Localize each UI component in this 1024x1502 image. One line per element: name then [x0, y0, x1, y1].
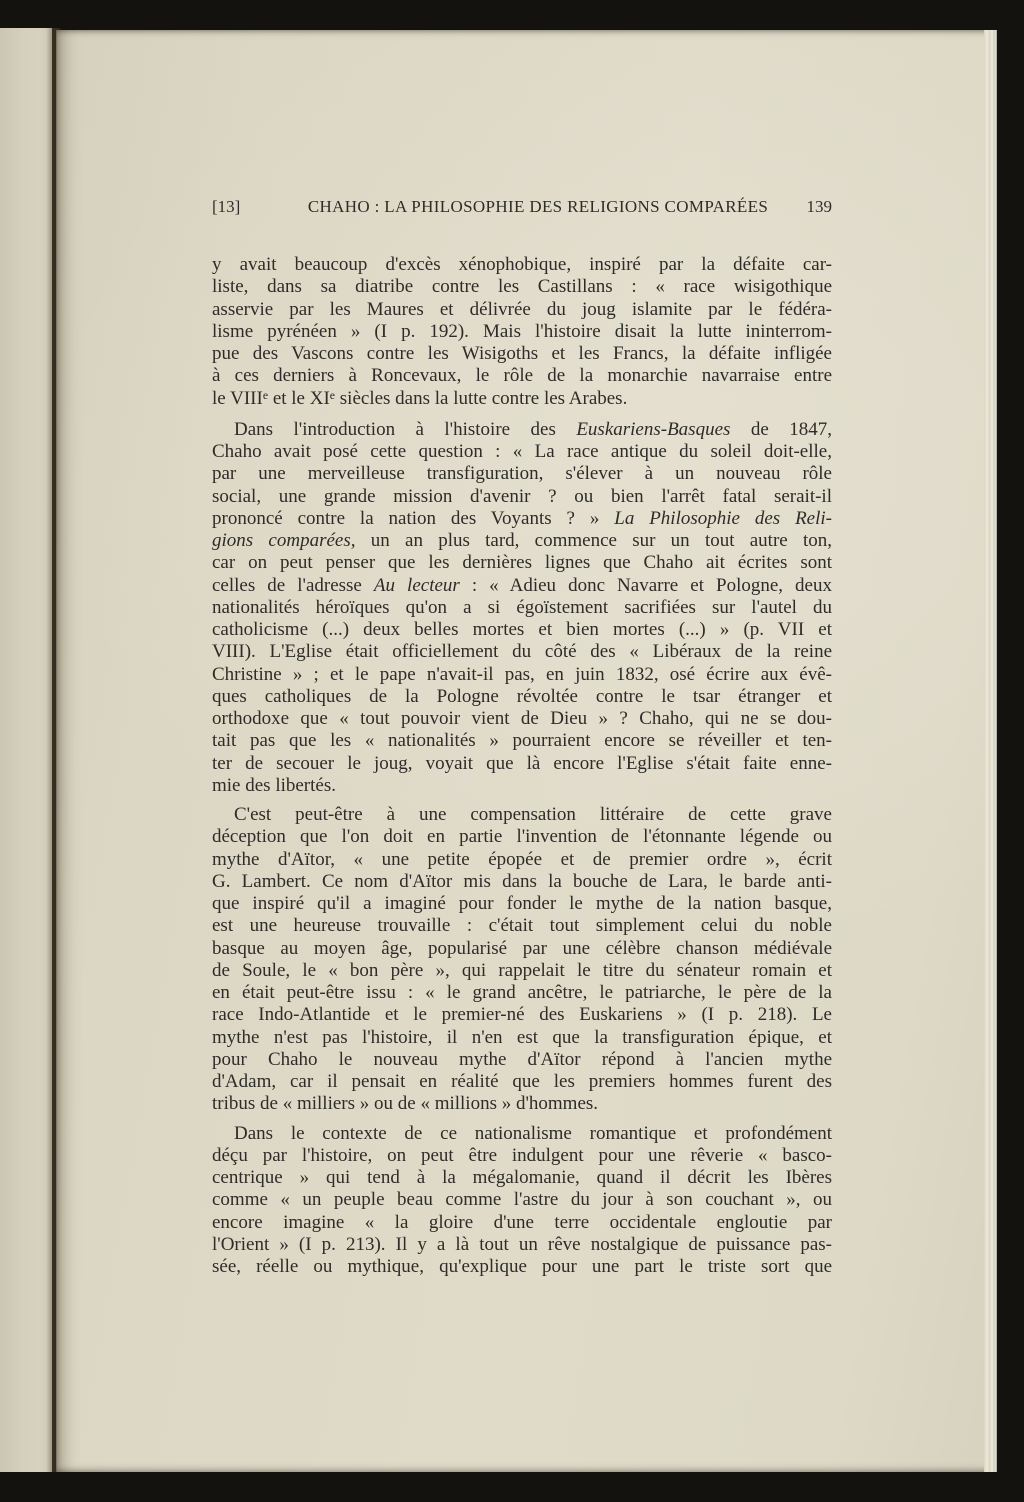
text-run: comme « un peuple beau comme l'astre du jour à son couchant », ou — [212, 1189, 832, 1211]
text-run: basque au moyen âge, popularisé par une célèbre chanson médiévale — [212, 937, 832, 959]
body-text-block — [212, 254, 832, 1278]
text-line — [212, 1167, 832, 1189]
text-line — [212, 915, 832, 937]
book-page — [56, 30, 997, 1472]
text-run: par une merveilleuse transfiguration, s'élever à un nouveau rôle — [212, 463, 832, 485]
text-run: siècles dans la lutte contre les Arabes. — [335, 387, 628, 409]
text-run: Dans le contexte de ce nationalisme romantique et profondément — [234, 1122, 832, 1144]
text-line — [212, 1049, 832, 1071]
text-run: mythe d'Aïtor, « une petite épopée et de premier ordre », écrit — [212, 848, 832, 870]
text-line — [212, 552, 832, 574]
text-run: : « Adieu donc Navarre et Pologne, deux — [459, 574, 832, 596]
text-line — [212, 1123, 832, 1145]
text-run: de 1847, — [730, 418, 832, 440]
text-line — [212, 619, 832, 641]
text-line — [212, 254, 832, 276]
text-line — [212, 486, 832, 508]
italic-run: gions comparées, — [212, 530, 356, 551]
text-run: en était peut-être issu : « le grand ancêtre, le patriarche, le père de la — [212, 982, 832, 1003]
text-run: et le XI — [268, 387, 330, 409]
text-run: asservie par les Maures et délivrée du joug islamite par le fédéra- — [212, 298, 832, 320]
text-run: race Indo-Atlantide et le premier-né des Euskariens » (I p. 218). Le — [212, 1004, 832, 1026]
text-line — [212, 804, 832, 826]
text-run: catholicisme (...) deux belles mortes et bien mortes (...) » (p. VII et — [212, 619, 832, 640]
paragraph — [212, 804, 832, 1116]
text-line — [212, 321, 832, 343]
text-run: C'est peut-être à une compensation littéraire de cette grave — [234, 804, 832, 825]
text-run: encore imagine « la gloire d'une terre occidentale engloutie par — [212, 1211, 832, 1233]
text-run: car on peut penser que les dernières lignes que Chaho ait écrites sont — [212, 552, 832, 574]
text-run: orthodoxe que « tout pouvoir vient de Dieu » ? Chaho, qui ne se dou- — [212, 708, 832, 729]
text-run: pue des Vascons contre les Wisigoths et les Francs, la défaite infligée — [212, 343, 832, 364]
text-line — [212, 419, 832, 441]
page-fore-edge — [984, 30, 997, 1472]
text-run: est une heureuse trouvaille : c'était tout simplement celui du noble — [212, 915, 832, 937]
italic-run: La Philosophie des Reli- — [614, 507, 832, 529]
text-line — [212, 641, 832, 663]
text-run: lisme pyrénéen » (I p. 192). Mais l'histoire disait la lutte ininterrom- — [212, 320, 832, 342]
text-line — [212, 753, 832, 775]
superscript-run: e — [262, 389, 269, 403]
text-line — [212, 1027, 832, 1049]
text-line — [212, 893, 832, 915]
header-page-number: 139 — [806, 197, 832, 216]
text-run: liste, dans sa diatribe contre les Castillans : « race wisigothique — [212, 276, 832, 298]
text-run: mythe n'est pas l'histoire, il n'en est que la transfiguration épique, et — [212, 1026, 832, 1048]
header-running-title: CHAHO : LA PHILOSOPHIE DES RELIGIONS COMPARÉES — [307, 197, 769, 216]
text-line — [212, 664, 832, 686]
gutter-crease — [46, 28, 62, 1472]
text-run: sée, réelle ou mythique, qu'explique pour une part le triste sort que — [212, 1256, 832, 1277]
text-line — [212, 276, 832, 298]
page-header — [212, 197, 832, 217]
text-run: Chaho avait posé cette question : « La race antique du soleil doit-elle, — [212, 441, 832, 462]
text-line — [212, 1212, 832, 1234]
text-line — [212, 388, 832, 412]
text-run: mie des libertés. — [212, 774, 336, 796]
text-line — [212, 1145, 832, 1167]
text-line — [212, 1004, 832, 1026]
text-run: déçu par l'histoire, on peut être indulgent pour une rêverie « basco- — [212, 1144, 832, 1166]
text-run: centrique » qui tend à la mégalomanie, quand il décrit les Ibères — [212, 1167, 832, 1188]
text-run: ques catholiques de la Pologne révoltée contre le tsar étranger et — [212, 685, 832, 707]
text-line — [212, 1256, 832, 1278]
text-line — [212, 463, 832, 485]
italic-run: Au lecteur — [373, 574, 460, 596]
text-line — [212, 299, 832, 321]
text-run: que inspiré qu'il a imaginé pour fonder le mythe de la nation basque, — [212, 893, 832, 914]
text-run: tribus de « milliers » ou de « millions » d'hommes. — [212, 1093, 599, 1115]
text-run: nationalités héroïques qu'on a si égoïstement sacrifiées sur l'autel du — [212, 596, 832, 618]
text-run: VIII). L'Eglise était officiellement du côté des « Libéraux de la reine — [212, 641, 832, 663]
text-line — [212, 365, 832, 387]
text-run: y avait beaucoup d'excès xénophobique, inspiré par la défaite car- — [212, 254, 832, 275]
paragraph — [212, 419, 832, 797]
text-run: d'Adam, car il pensait en réalité que les premiers hommes furent des — [212, 1071, 832, 1092]
paragraph — [212, 1123, 832, 1279]
text-run: Christine » ; et le pape n'avait-il pas, en juin 1832, osé écrire aux évê- — [212, 663, 832, 685]
text-line — [212, 441, 832, 463]
header-article-ref: [13] — [212, 197, 241, 216]
text-line — [212, 960, 832, 982]
text-line — [212, 826, 832, 848]
text-line — [212, 575, 832, 597]
text-line — [212, 508, 832, 530]
text-run: déception que l'on doit en partie l'invention de l'étonnante légende ou — [212, 826, 832, 848]
text-line — [212, 343, 832, 365]
text-line — [212, 686, 832, 708]
text-line — [212, 1234, 832, 1256]
superscript-run: e — [329, 389, 336, 403]
text-run: prononcé contre la nation des Voyants ? » — [212, 507, 615, 529]
text-run: G. Lambert. Ce nom d'Aïtor mis dans la bouche de Lara, le barde anti- — [212, 870, 832, 892]
text-line — [212, 1189, 832, 1211]
text-run: celles de l'adresse — [212, 574, 374, 596]
text-run: le VIII — [212, 387, 263, 409]
text-line — [212, 982, 832, 1004]
text-line — [212, 730, 832, 752]
text-line — [212, 871, 832, 893]
text-line — [212, 938, 832, 960]
text-run: un an plus tard, commence sur un tout autre ton, — [355, 530, 833, 551]
text-line — [212, 849, 832, 871]
text-run: ter de secouer le joug, voyait que là encore l'Eglise s'était faite enne- — [212, 752, 832, 774]
text-line — [212, 708, 832, 730]
text-run: Dans l'introduction à l'histoire des — [234, 418, 577, 440]
text-run: de Soule, le « bon père », qui rappelait le titre du sénateur romain et — [212, 959, 832, 981]
text-run: social, une grande mission d'avenir ? ou bien l'arrêt fatal serait-il — [212, 485, 832, 507]
text-line — [212, 530, 832, 552]
text-line — [212, 1093, 832, 1115]
text-run: tait pas que les « nationalités » pourraient encore se réveiller et ten- — [212, 730, 832, 752]
facing-page-edge — [0, 28, 52, 1472]
text-run: à ces derniers à Roncevaux, le rôle de la monarchie navarraise entre — [212, 365, 832, 387]
text-line — [212, 775, 832, 797]
paragraph — [212, 254, 832, 412]
text-run: l'Orient » (I p. 213). Il y a là tout un rêve nostalgique de puissance pas- — [212, 1233, 832, 1255]
text-run: pour Chaho le nouveau mythe d'Aïtor répond à l'ancien mythe — [212, 1048, 832, 1070]
text-line — [212, 597, 832, 619]
text-line — [212, 1071, 832, 1093]
italic-run: Euskariens-Basques — [576, 418, 731, 440]
